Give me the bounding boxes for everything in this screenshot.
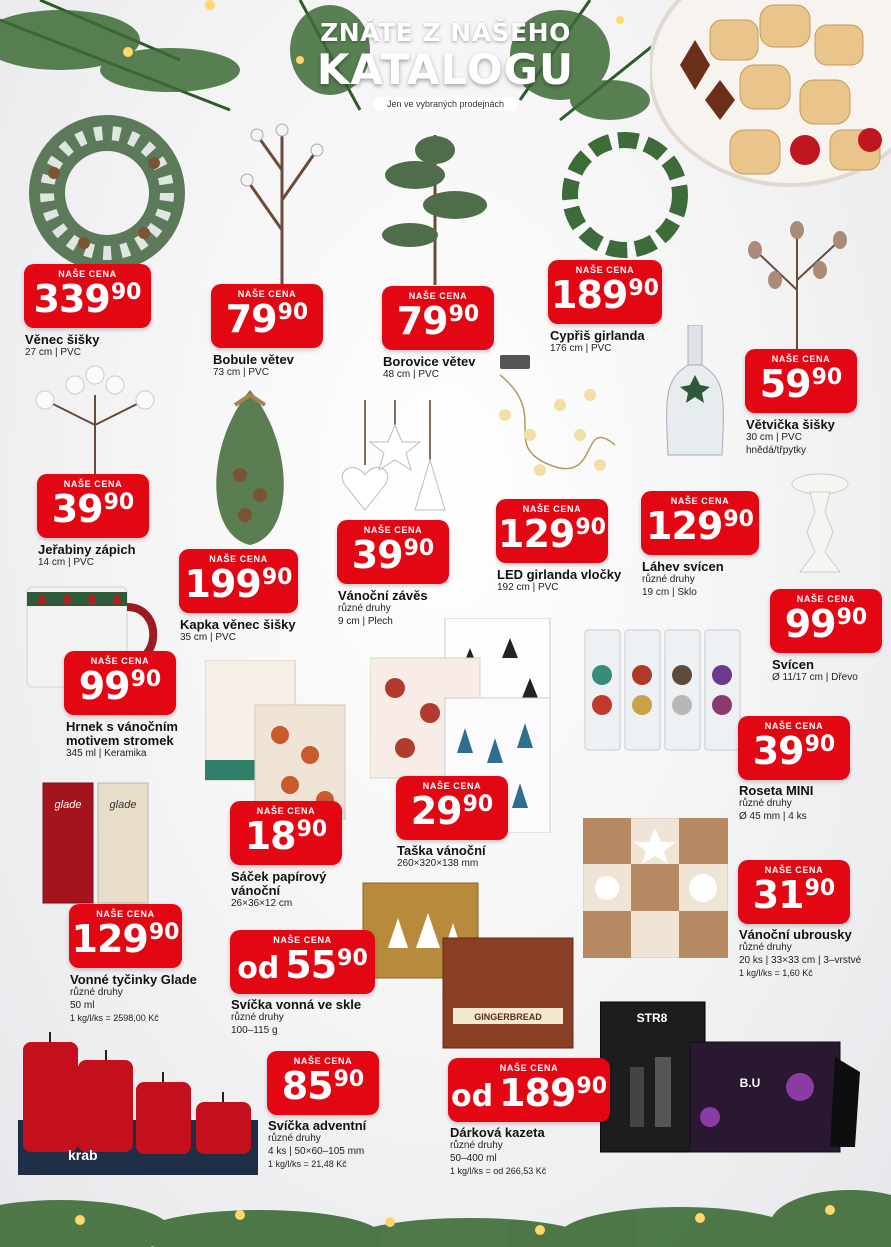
bottle-candle-holder-image	[660, 325, 730, 460]
product-desc: různé druhy 50 ml 1 kg/l/ks = 2598,00 Kč	[70, 987, 159, 1023]
product-name: Svíčka adventní	[268, 1118, 367, 1133]
price	[738, 875, 850, 923]
product-name: Roseta MINI	[739, 783, 814, 798]
price	[64, 666, 176, 714]
price-main: 129	[646, 504, 723, 548]
price-tag[interactable]	[738, 716, 850, 780]
price	[24, 279, 151, 327]
price-decimal: 90	[403, 536, 435, 561]
price	[770, 604, 882, 652]
product-name: Vánoční ubrousky	[739, 927, 852, 942]
price-tag[interactable]	[230, 801, 342, 865]
price-main: 99	[784, 602, 836, 646]
price-decimal: 90	[277, 300, 309, 325]
product-name: Vánoční závěs	[338, 588, 428, 603]
price-label: NAŠE CENA	[522, 504, 582, 514]
price-decimal: 90	[103, 490, 135, 515]
svg-text:B.U: B.U	[739, 1076, 761, 1090]
price-main: 129	[498, 512, 575, 556]
price-tag[interactable]	[641, 491, 759, 555]
price-decimal: 90	[448, 302, 480, 327]
price-tag[interactable]	[69, 904, 182, 968]
price-main: 339	[33, 277, 110, 321]
price-decimal: 90	[110, 280, 142, 305]
price-label: NAŠE CENA	[670, 496, 730, 506]
price-main: 18	[244, 814, 296, 858]
price-label: NAŠE CENA	[764, 721, 824, 731]
price-tag[interactable]	[548, 260, 662, 324]
price-prefix: od	[237, 951, 280, 986]
product-name: Větvička šišky	[746, 417, 835, 432]
price-label: NAŠE CENA	[499, 1063, 559, 1073]
glade-sticks-image	[38, 778, 153, 908]
scented-candle-boxes-image	[358, 878, 578, 1053]
price	[37, 489, 149, 537]
product-name: Cypřiš girlanda	[550, 328, 645, 343]
price-decimal: 90	[804, 732, 836, 757]
price-label: NAŠE CENA	[764, 865, 824, 875]
price-decimal: 90	[576, 1074, 608, 1099]
price-decimal: 90	[723, 507, 754, 532]
svg-text:glade: glade	[109, 799, 137, 811]
product-desc: různé druhy 20 ks | 33×33 cm | 3–vrstvé 1 kg/l/ks = 1,60 Kč	[739, 942, 862, 978]
price-main: 59	[759, 362, 811, 406]
product-name: Bobule větev	[213, 352, 294, 367]
price-tag[interactable]	[745, 349, 857, 413]
product-name: Borovice větev	[383, 354, 476, 369]
price	[738, 731, 850, 779]
product-name: Taška vánoční	[397, 843, 486, 858]
price-main: 31	[752, 873, 804, 917]
price-main: 189	[551, 273, 628, 317]
price-main: 199	[184, 562, 261, 606]
price-label: NAŠE CENA	[796, 594, 856, 604]
gift-bows-image	[580, 625, 745, 755]
catalog-header	[0, 18, 891, 112]
product-name: Dárková kazeta	[450, 1125, 545, 1140]
product-desc: různé druhy 100–115 g	[231, 1012, 284, 1036]
price-label: NAŠE CENA	[63, 479, 123, 489]
cypress-garland-image	[545, 120, 705, 270]
price-decimal: 90	[261, 565, 293, 590]
price-label: NAŠE CENA	[363, 525, 423, 535]
price-tag[interactable]	[230, 930, 375, 994]
price	[230, 945, 375, 993]
price-label: NAŠE CENA	[90, 656, 150, 666]
price-decimal: 90	[333, 1067, 365, 1092]
product-desc: 35 cm | PVC	[180, 632, 236, 643]
advent-candles-image	[18, 1020, 263, 1180]
price-tag[interactable]	[738, 860, 850, 924]
header-availability-note: Jen ve vybraných prodejnách	[373, 97, 518, 111]
product-name: Hrnek s vánočním motivem stromek	[66, 719, 178, 748]
product-name: Věnec šišky	[25, 332, 100, 347]
cone-twig-image	[735, 210, 860, 350]
price	[179, 564, 298, 612]
product-name: LED girlanda vločky	[497, 567, 622, 582]
price-label: NAŠE CENA	[771, 354, 831, 364]
price-label: NAŠE CENA	[575, 265, 635, 275]
product-desc: 176 cm | PVC	[550, 343, 612, 354]
price-tag[interactable]	[337, 520, 449, 584]
price-main: 39	[51, 487, 103, 531]
gift-set-boxes-image	[600, 997, 860, 1157]
rowan-pick-image	[25, 365, 165, 475]
product-desc: 48 cm | PVC	[383, 369, 439, 380]
hanging-ornaments-image	[330, 400, 460, 520]
price-decimal: 90	[836, 605, 868, 630]
pine-branch-image	[375, 125, 495, 285]
product-desc: různé druhy 9 cm | Plech	[338, 603, 393, 627]
led-garland-image	[480, 355, 625, 500]
price-decimal: 90	[575, 515, 606, 540]
product-desc: různé druhy 50–400 ml 1 kg/l/ks = od 266,53 Kč	[450, 1140, 547, 1176]
price-main: 79	[225, 297, 277, 341]
price-tag[interactable]	[267, 1051, 379, 1115]
product-name: Jeřabiny zápich	[38, 542, 136, 557]
price	[396, 791, 508, 839]
price	[641, 506, 759, 554]
price-tag[interactable]	[179, 549, 298, 613]
svg-text:STR8: STR8	[636, 1011, 668, 1025]
price	[448, 1073, 610, 1121]
price	[382, 301, 494, 349]
price-decimal: 90	[811, 365, 843, 390]
price	[230, 816, 342, 864]
krab-logo: krab	[68, 1147, 98, 1163]
napkins-image	[583, 818, 728, 958]
product-desc: 73 cm | PVC	[213, 367, 269, 378]
price-main: 55	[285, 943, 337, 987]
price-tag[interactable]	[770, 589, 882, 653]
price-tag[interactable]	[211, 284, 323, 348]
price-decimal: 90	[130, 667, 162, 692]
price-label: NAŠE CENA	[209, 554, 268, 564]
wreath-image	[14, 113, 200, 273]
price-tag[interactable]	[396, 776, 508, 840]
price-tag[interactable]	[24, 264, 151, 328]
berry-branch-image	[232, 110, 332, 290]
price-main: 29	[410, 789, 462, 833]
price-main: 39	[351, 533, 403, 577]
product-desc: 260×320×138 mm	[397, 858, 479, 869]
svg-text:GINGERBREAD: GINGERBREAD	[474, 1012, 542, 1022]
product-desc: různé druhy 19 cm | Sklo	[642, 574, 697, 598]
price-main: 189	[499, 1071, 576, 1115]
price-tag[interactable]	[37, 474, 149, 538]
price-main: 39	[752, 729, 804, 773]
product-desc: 30 cm | PVC hnědá/třpytky	[746, 432, 807, 456]
price-decimal: 90	[148, 920, 180, 945]
product-name: Láhev svícen	[642, 559, 724, 574]
price-label: NAŠE CENA	[96, 909, 155, 919]
price	[211, 299, 323, 347]
glade-logo: glade	[54, 799, 82, 811]
price-label: NAŠE CENA	[273, 935, 332, 945]
candle-holder-image	[785, 472, 855, 582]
price-label: NAŠE CENA	[58, 269, 117, 279]
price-label: NAŠE CENA	[408, 291, 468, 301]
product-desc: 345 ml | Keramika	[66, 748, 147, 759]
price-decimal: 90	[296, 817, 328, 842]
price-tag[interactable]	[496, 499, 608, 563]
product-desc: 26×36×12 cm	[231, 898, 293, 909]
product-name: Svíčka vonná ve skle	[231, 997, 362, 1012]
product-name: Svícen	[772, 657, 814, 672]
product-name: Sáček papírový vánoční	[231, 869, 327, 898]
price	[745, 364, 857, 412]
product-name: Kapka věnec šišky	[180, 617, 296, 632]
product-name: Vonné tyčinky Glade	[70, 972, 197, 987]
price-tag[interactable]	[448, 1058, 610, 1122]
price	[267, 1066, 379, 1114]
price	[69, 919, 182, 967]
price-main: 85	[281, 1064, 333, 1108]
price-label: NAŠE CENA	[293, 1056, 353, 1066]
product-desc: Ø 11/17 cm | Dřevo	[772, 672, 858, 683]
price-decimal: 90	[628, 276, 659, 301]
price-decimal: 90	[462, 792, 494, 817]
product-desc: 14 cm | PVC	[38, 557, 94, 568]
price-tag[interactable]	[64, 651, 176, 715]
price-label: NAŠE CENA	[237, 289, 297, 299]
price-prefix: od	[450, 1079, 494, 1114]
price-label: NAŠE CENA	[422, 781, 482, 791]
product-desc: 27 cm | PVC	[25, 347, 81, 358]
header-title-line1: ZNÁTE Z NAŠEHO	[320, 18, 571, 47]
price-tag[interactable]	[382, 286, 494, 350]
price-decimal: 90	[804, 876, 836, 901]
price-main: 79	[396, 299, 448, 343]
price	[548, 275, 662, 323]
teardrop-wreath-image	[195, 385, 305, 550]
price-main: 129	[71, 917, 148, 961]
product-desc: různé druhy 4 ks | 50×60–105 mm 1 kg/l/ks = 21,48 Kč	[268, 1133, 365, 1169]
header-title-line2: KATALOGU	[316, 45, 575, 94]
product-desc: různé druhy Ø 45 mm | 4 ks	[739, 798, 807, 822]
paper-bags-image	[205, 660, 350, 820]
price-decimal: 90	[337, 946, 368, 971]
price	[496, 514, 608, 562]
price-label: NAŠE CENA	[256, 806, 316, 816]
product-desc: 192 cm | PVC	[497, 582, 559, 593]
price-main: 99	[78, 664, 130, 708]
price	[337, 535, 449, 583]
